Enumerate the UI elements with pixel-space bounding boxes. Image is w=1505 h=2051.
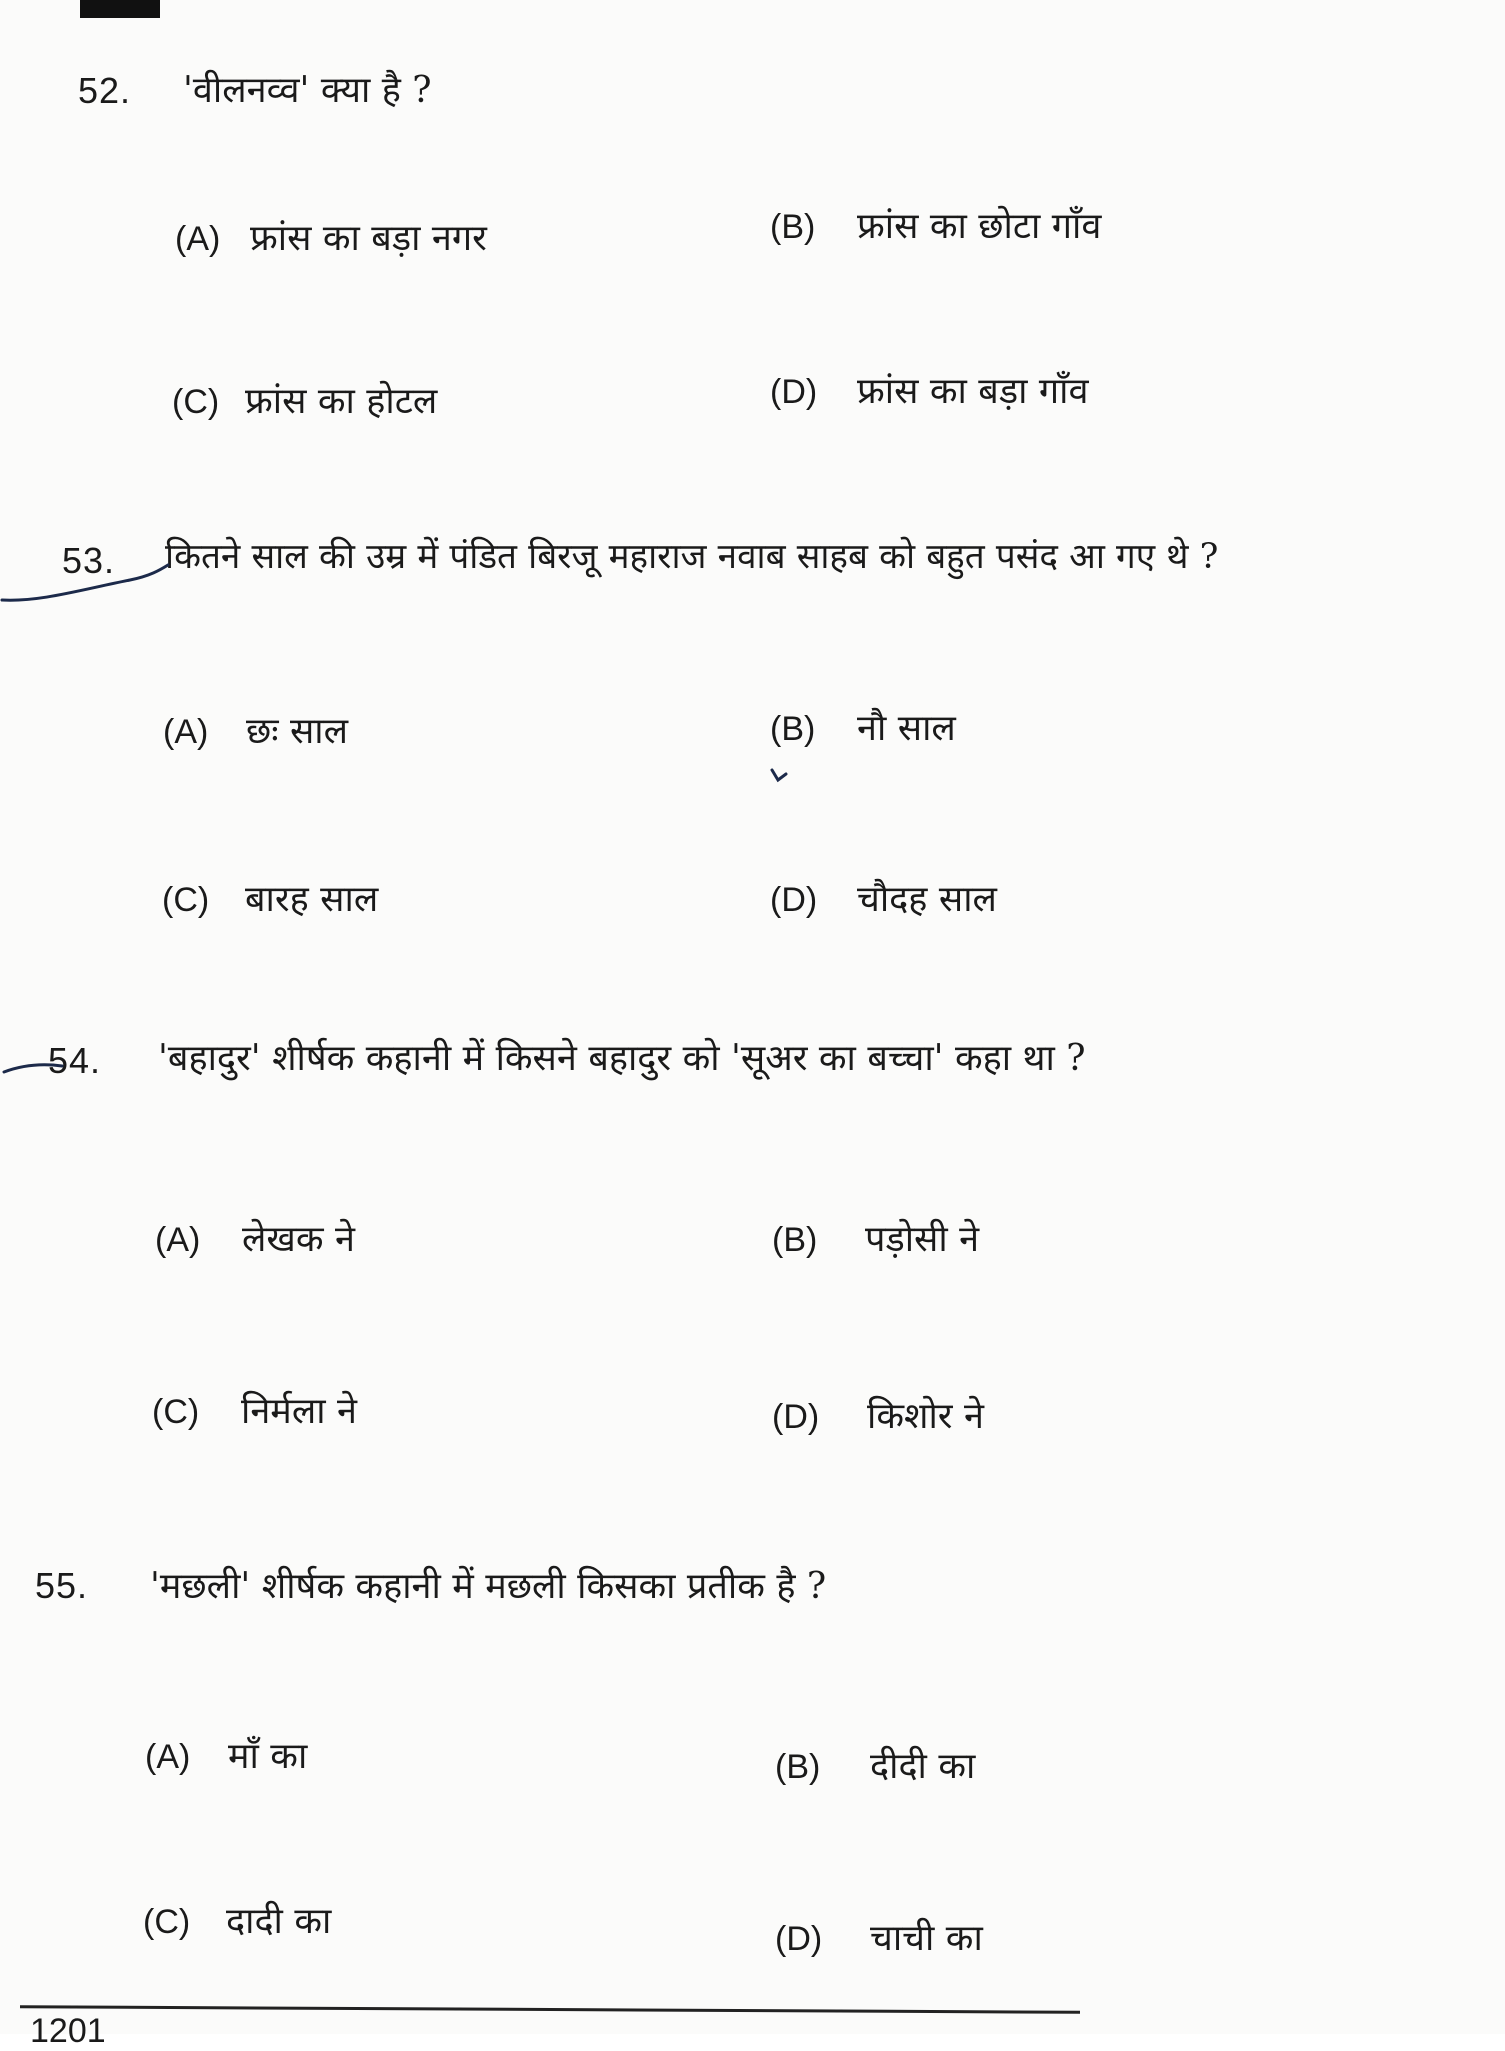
page-code: 1201 [30, 2012, 106, 2050]
option-d[interactable] [775, 1912, 983, 1961]
option-text: फ्रांस का छोटा गाँव [857, 206, 1102, 247]
option-letter: (D) [772, 1398, 820, 1436]
option-d[interactable] [770, 873, 997, 922]
option-text: फ्रांस का बड़ा नगर [250, 218, 487, 259]
option-letter: (A) [145, 1738, 191, 1776]
option-text: फ्रांस का होटल [245, 381, 438, 422]
option-letter: (B) [770, 710, 816, 748]
option-text: दादी का [226, 1901, 332, 1942]
option-text: किशोर ने [867, 1396, 984, 1437]
option-d[interactable] [772, 1390, 984, 1439]
option-text: निर्मला ने [241, 1391, 357, 1432]
question-text: कितने साल की उम्र में पंडित बिरजू महाराज नवाब साहब को बहुत पसंद आ गए थे ? [165, 537, 1219, 577]
question-text: 'बहादुर' शीर्षक कहानी में किसने बहादुर को 'सूअर का बच्चा' कहा था ? [158, 1038, 1086, 1079]
option-letter: (C) [162, 881, 210, 919]
footer-rule [20, 2005, 1080, 2014]
option-text: नौ साल [857, 708, 956, 749]
option-letter: (C) [172, 383, 220, 421]
corner-mark [80, 0, 160, 18]
question-number: 55. [35, 1565, 89, 1606]
question-number: 52. [78, 70, 132, 111]
option-letter: (D) [770, 881, 818, 919]
option-text: बारह साल [245, 879, 379, 920]
option-text: पड़ोसी ने [865, 1219, 980, 1260]
option-letter: (D) [770, 373, 818, 411]
option-d[interactable] [770, 365, 1088, 414]
option-a[interactable] [175, 212, 487, 261]
option-b[interactable] [770, 200, 1101, 249]
option-c[interactable] [172, 375, 437, 424]
option-c[interactable] [162, 873, 378, 922]
option-text: माँ का [228, 1736, 308, 1777]
option-text: चौदह साल [857, 879, 997, 920]
option-letter: (A) [175, 220, 221, 258]
option-b[interactable] [775, 1740, 975, 1789]
option-letter: (C) [152, 1393, 200, 1431]
option-a[interactable] [155, 1213, 355, 1262]
option-text: चाची का [870, 1918, 983, 1959]
question-text: 'वीलनव्व' क्या है ? [183, 70, 432, 111]
option-text: दीदी का [870, 1746, 976, 1787]
question-number: 53. [62, 540, 116, 581]
option-letter: (C) [143, 1903, 191, 1941]
option-a[interactable] [163, 705, 348, 754]
option-c[interactable] [143, 1895, 331, 1944]
option-b[interactable] [770, 702, 956, 751]
option-text: छः साल [246, 711, 349, 752]
option-letter: (B) [775, 1748, 821, 1786]
pen-tick-q53-b [772, 770, 786, 780]
option-text: फ्रांस का बड़ा गाँव [857, 371, 1089, 412]
question-text: 'मछली' शीर्षक कहानी में मछली किसका प्रतीक है ? [150, 1566, 827, 1607]
option-letter: (D) [775, 1920, 823, 1958]
option-letter: (B) [770, 208, 816, 246]
option-c[interactable] [152, 1385, 357, 1434]
option-letter: (B) [772, 1221, 818, 1259]
option-text: लेखक ने [242, 1219, 355, 1260]
option-a[interactable] [145, 1730, 307, 1779]
option-letter: (A) [163, 713, 209, 751]
option-b[interactable] [772, 1213, 979, 1262]
option-letter: (A) [155, 1221, 201, 1259]
question-number: 54. [48, 1040, 102, 1081]
